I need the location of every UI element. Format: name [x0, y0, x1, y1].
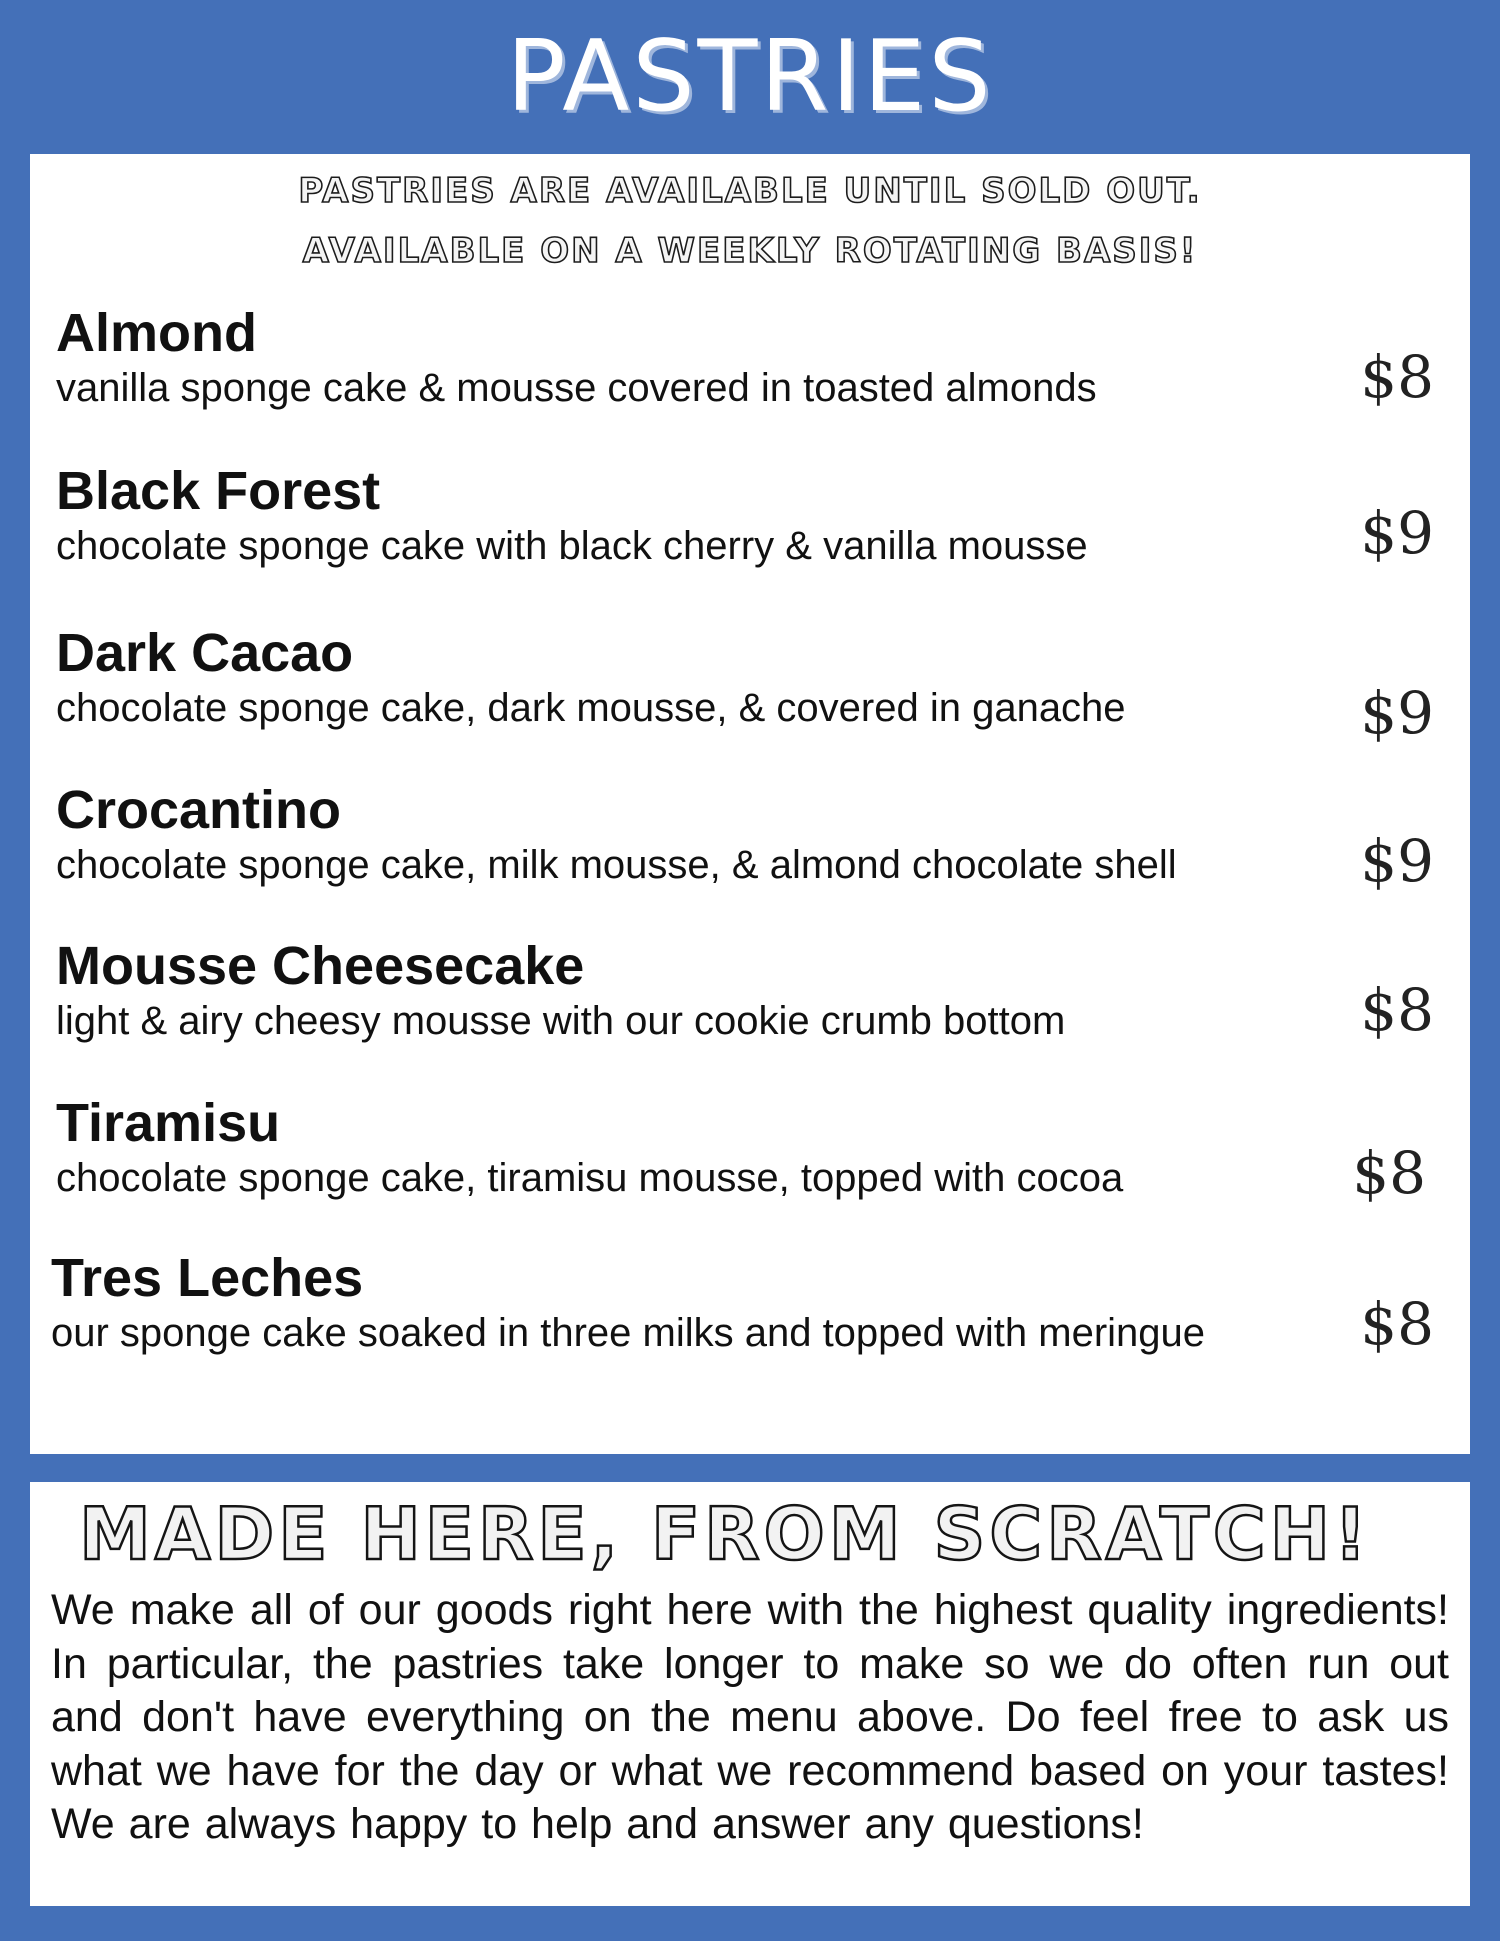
item-price: $8 — [1352, 1139, 1426, 1207]
item-description: chocolate sponge cake, dark mousse, & covered in ganache — [56, 686, 1126, 730]
item-name: Black Forest — [56, 461, 381, 521]
made-from-scratch-panel — [30, 1482, 1470, 1906]
menu-item-almond — [56, 302, 1456, 432]
availability-notice-line-1: PASTRIES ARE AVAILABLE UNTIL SOLD OUT. — [298, 171, 1202, 211]
menu-item-tres-leches — [51, 1247, 1451, 1377]
item-description: chocolate sponge cake with black cherry & vanilla mousse — [56, 524, 1088, 568]
item-price: $8 — [1360, 343, 1434, 411]
item-price: $9 — [1360, 827, 1434, 895]
item-price: $9 — [1360, 499, 1434, 567]
item-name: Almond — [56, 303, 257, 363]
item-name: Mousse Cheesecake — [56, 936, 585, 996]
menu-item-black-forest — [56, 460, 1456, 590]
item-description: chocolate sponge cake, milk mousse, & almond chocolate shell — [56, 843, 1177, 887]
menu-item-tiramisu — [56, 1092, 1456, 1222]
item-description: vanilla sponge cake & mousse covered in toasted almonds — [56, 366, 1097, 410]
page-title: PASTRIES — [506, 20, 994, 134]
item-price: $8 — [1360, 976, 1434, 1044]
availability-notice-line-2: AVAILABLE ON A WEEKLY ROTATING BASIS! — [302, 231, 1198, 271]
scratch-heading: MADE HERE, FROM SCRATCH! — [79, 1492, 1371, 1576]
menu-item-crocantino — [56, 779, 1456, 909]
item-name: Tiramisu — [56, 1093, 281, 1153]
item-name: Crocantino — [56, 780, 342, 840]
item-price: $9 — [1360, 679, 1434, 747]
scratch-description: We make all of our goods right here with the highest quality ingredients! In particular, the pastries take longer to make so we do often run out and don't have everything on the menu above. Do feel free to ask us what we have for the day or what we recommend based on your tastes! We are always happy to help and answer any questions! — [51, 1586, 1449, 1848]
menu-item-dark-cacao — [56, 622, 1456, 752]
item-name: Dark Cacao — [56, 623, 354, 683]
item-description: light & airy cheesy mousse with our cookie crumb bottom — [56, 999, 1066, 1043]
menu-item-mousse-cheesecake — [56, 935, 1456, 1065]
item-description: chocolate sponge cake, tiramisu mousse, topped with cocoa — [56, 1156, 1124, 1200]
item-name: Tres Leches — [51, 1248, 364, 1308]
item-price: $8 — [1360, 1290, 1434, 1358]
item-description: our sponge cake soaked in three milks and topped with meringue — [51, 1311, 1206, 1355]
pastry-menu-panel — [30, 154, 1470, 1454]
